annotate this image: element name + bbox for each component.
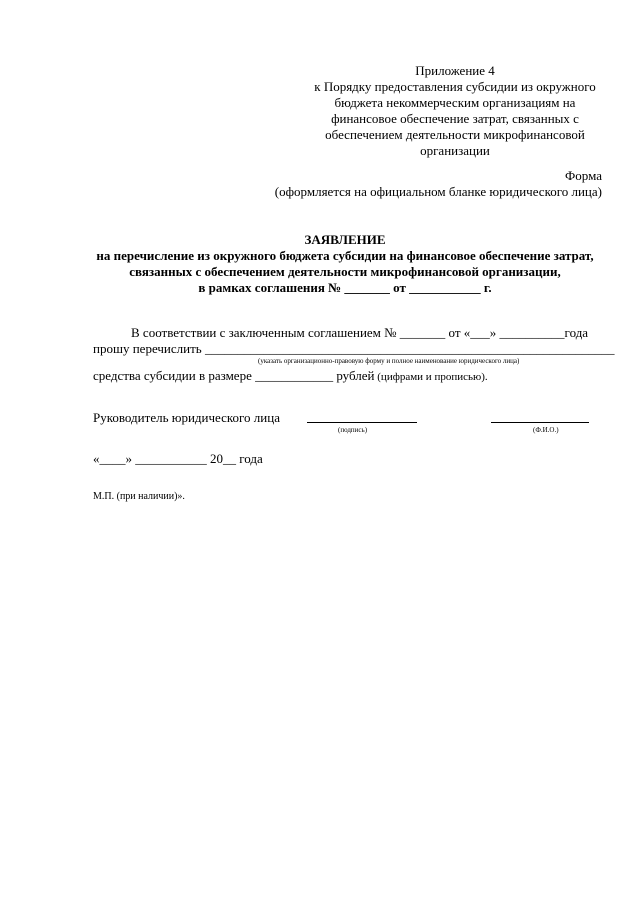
signature-line	[307, 422, 417, 423]
appendix-text-line: финансовое обеспечение затрат, связанных с	[331, 111, 579, 126]
form-label-block	[275, 168, 602, 200]
body-paragraph-3	[93, 368, 488, 385]
document-title	[80, 232, 610, 296]
name-line	[491, 422, 589, 423]
form-label: Форма	[565, 168, 602, 183]
amount-text: средства субсидии в размере ____________ рублей	[93, 368, 375, 383]
appendix-text-line: бюджета некоммерческим организациям на	[334, 95, 576, 110]
appendix-header	[300, 63, 610, 159]
title-line: связанных с обеспечением деятельности микрофинансовой организации,	[129, 264, 561, 279]
title-line: на перечисление из окружного бюджета субсидии на финансовое обеспечение затрат,	[96, 248, 594, 263]
stamp-note: М.П. (при наличии)».	[93, 491, 185, 502]
title-line: в рамках соглашения № _______ от ___________ г.	[198, 280, 492, 295]
title-heading: ЗАЯВЛЕНИЕ	[304, 232, 386, 247]
body-paragraph-2: прошу перечислить _______________________________________________________________	[93, 341, 615, 356]
appendix-number: Приложение 4	[415, 63, 495, 78]
appendix-text-line: организации	[420, 143, 490, 158]
form-note: (оформляется на официальном бланке юридического лица)	[274, 184, 602, 199]
appendix-text-line: к Порядку предоставления субсидии из окружного	[314, 79, 596, 94]
signature-hint: (подпись)	[338, 426, 368, 434]
amount-hint: (цифрами и прописью).	[374, 371, 488, 383]
name-hint: (Ф.И.О.)	[533, 426, 559, 434]
signature-role: Руководитель юридического лица	[93, 410, 280, 425]
body-paragraph-1: В соответствии с заключенным соглашением № _______ от «___» __________года	[131, 325, 589, 340]
appendix-text-line: обеспечением деятельности микрофинансовой	[325, 127, 585, 142]
date-line: «____» ___________ 20__ года	[93, 451, 263, 466]
organization-hint: (указать организационно-правовую форму и полное наименование юридического лица)	[258, 357, 520, 365]
